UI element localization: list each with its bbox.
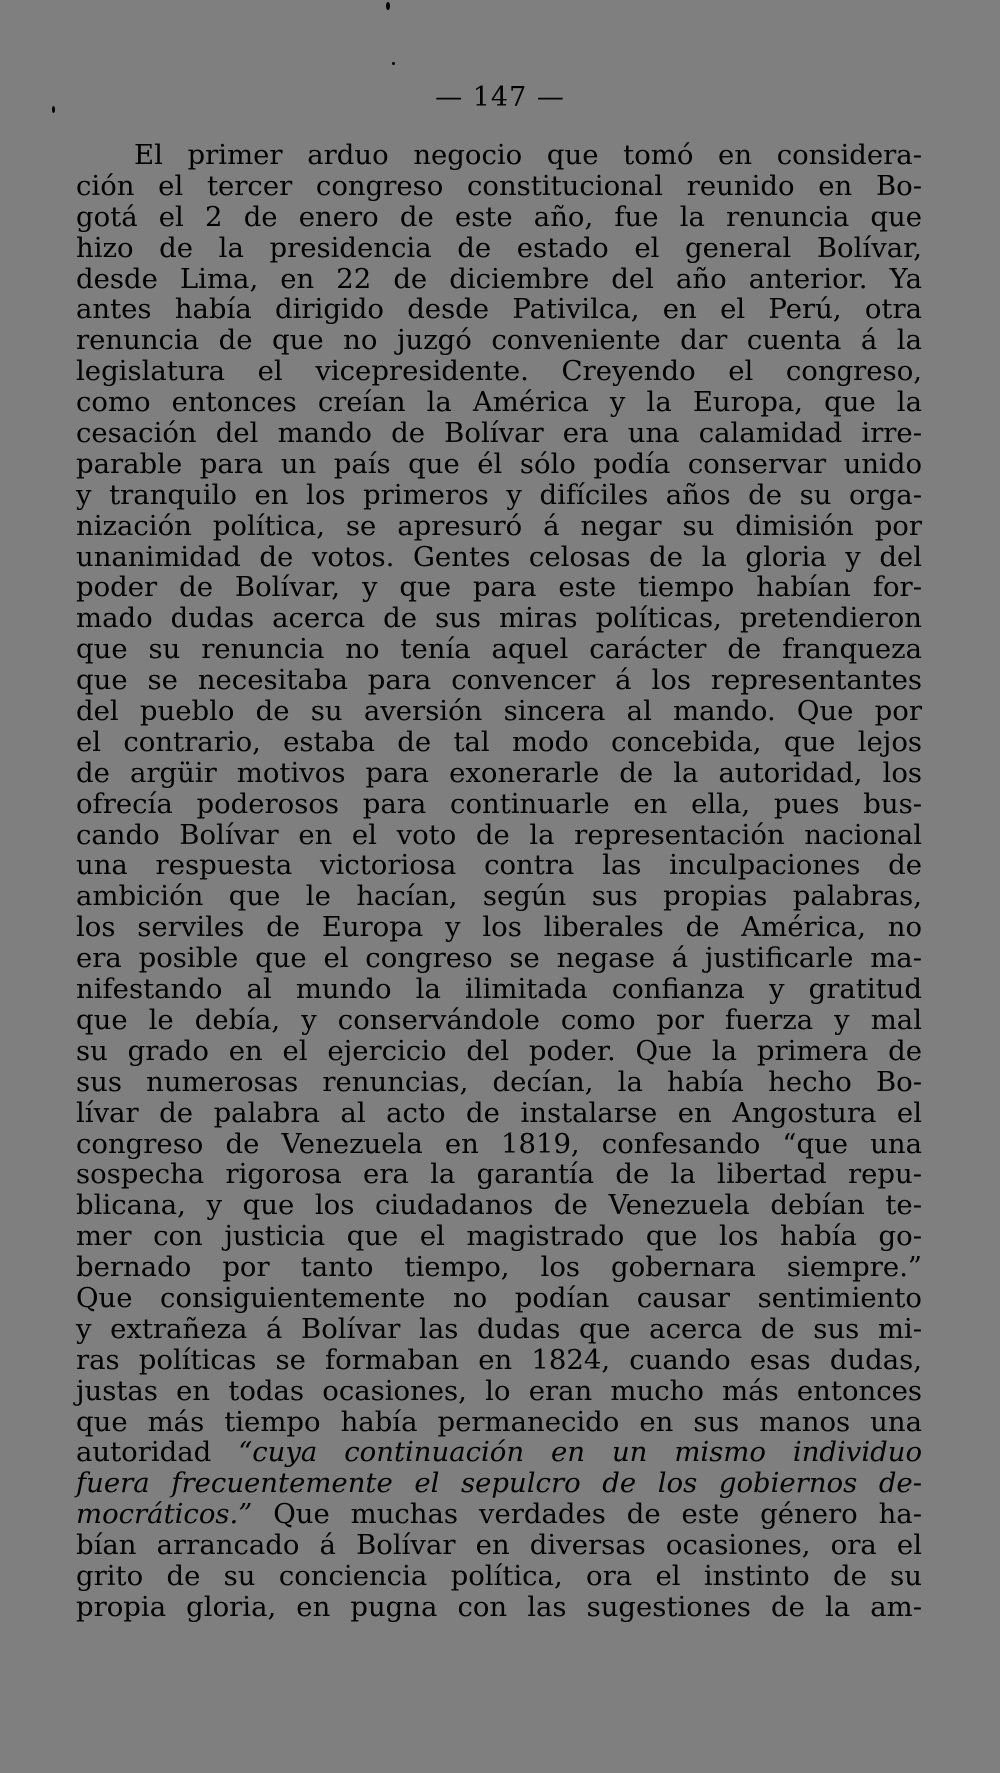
body-text <box>76 140 922 1623</box>
text-line: congreso de Venezuela en 1819, confesando “que una <box>76 1127 922 1160</box>
text-line: propia gloria, en pugna con las sugestiones de la am- <box>76 1590 922 1623</box>
text-line: de argüir motivos para exonerarle de la autoridad, los <box>76 756 922 789</box>
text-line: mer con justicia que el magistrado que los había go- <box>76 1220 922 1253</box>
text-line: unanimidad de votos. Gentes celosas de la gloria y del <box>76 540 922 573</box>
speck <box>386 2 390 10</box>
text-line: cando Bolívar en el voto de la representación nacional <box>76 818 922 851</box>
text-line: como entonces creían la América y la Europa, que la <box>76 386 922 419</box>
text-line-mixed-3 <box>76 1499 922 1530</box>
text-line: mado dudas acerca de sus miras políticas, pretendieron <box>76 602 922 635</box>
italic-quote: mocráticos.” <box>76 1498 253 1531</box>
text-line: que más tiempo había permanecido en sus manos una <box>76 1405 922 1438</box>
text-line-mixed-1 <box>76 1437 922 1468</box>
text-line: antes había dirigido desde Pativilca, en el Perú, otra <box>76 293 922 326</box>
text-line: gotá el 2 de enero de este año, fue la renuncia que <box>76 200 922 233</box>
page-number: — 147 — <box>435 82 565 113</box>
text-line: ofrecía poderosos para continuarle en ella, pues bus- <box>76 787 922 820</box>
text-line: que su renuncia no tenía aquel carácter de franqueza <box>76 633 922 666</box>
text-line: bían arrancado á Bolívar en diversas ocasiones, ora el <box>76 1529 922 1562</box>
text-segment: autoridad <box>76 1436 239 1469</box>
text-line: legislatura el vicepresidente. Creyendo el congreso, <box>76 355 922 388</box>
text-line: y tranquilo en los primeros y difíciles años de su orga- <box>76 478 922 511</box>
text-line: ambición que le hacían, según sus propias palabras, <box>76 880 922 913</box>
text-line: nifestando al mundo la ilimitada confianza y gratitud <box>76 973 922 1006</box>
text-line: lívar de palabra al acto de instalarse en Angostura el <box>76 1096 922 1129</box>
text-line: poder de Bolívar, y que para este tiempo habían for- <box>76 571 922 604</box>
text-line: su grado en el ejercicio del poder. Que la primera de <box>76 1034 922 1067</box>
text-line: una respuesta victoriosa contra las inculpaciones de <box>76 849 922 882</box>
text-line: el contrario, estaba de tal modo concebida, que lejos <box>76 725 922 758</box>
text-line: sus numerosas renuncias, decían, la había hecho Bo- <box>76 1065 922 1098</box>
text-line: cesación del mando de Bolívar era una calamidad irre- <box>76 417 922 450</box>
text-line: hizo de la presidencia de estado el general Bolívar, <box>76 231 922 264</box>
italic-quote: “cuya continuación en un mismo individuo <box>238 1436 923 1469</box>
speck <box>52 106 55 113</box>
text-line: los serviles de Europa y los liberales de América, no <box>76 911 922 944</box>
text-line: sospecha rigorosa era la garantía de la libertad repu- <box>76 1158 922 1191</box>
text-line: que le debía, y conservándole como por fuerza y mal <box>76 1003 922 1036</box>
text-line: ción el tercer congreso constitucional reunido en Bo- <box>76 169 922 202</box>
text-line: del pueblo de su aversión sincera al mando. Que por <box>76 695 922 728</box>
text-line: bernado por tanto tiempo, los gobernara siempre.” <box>76 1251 922 1284</box>
text-segment: Que muchas verdades de este género ha- <box>252 1498 922 1531</box>
text-line: parable para un país que él sólo podía conservar unido <box>76 447 922 480</box>
text-line: El primer arduo negocio que tomó en considera- <box>134 139 922 171</box>
text-line: renuncia de que no juzgó conveniente dar cuenta á la <box>76 324 922 357</box>
text-line: y extrañeza á Bolívar las dudas que acerca de sus mi- <box>76 1312 922 1345</box>
text-line-mixed-2: fuera frecuentemente el sepulcro de los gobiernos de- <box>76 1467 922 1500</box>
text-line: grito de su conciencia política, ora el instinto de su <box>76 1559 922 1592</box>
text-line: nización política, se apresuró á negar su dimisión por <box>76 509 922 542</box>
text-line: Que consiguientemente no podían causar sentimiento <box>76 1281 922 1314</box>
text-line: justas en todas ocasiones, lo eran mucho más entonces <box>76 1374 922 1407</box>
text-line: blicana, y que los ciudadanos de Venezuela debían te- <box>76 1189 922 1222</box>
text-line: era posible que el congreso se negase á justificarle ma- <box>76 942 922 975</box>
text-line: ras políticas se formaban en 1824, cuando esas dudas, <box>76 1343 922 1376</box>
text-line: que se necesitaba para convencer á los representantes <box>76 664 922 697</box>
text-line: desde Lima, en 22 de diciembre del año anterior. Ya <box>76 262 922 295</box>
speck <box>392 62 395 65</box>
